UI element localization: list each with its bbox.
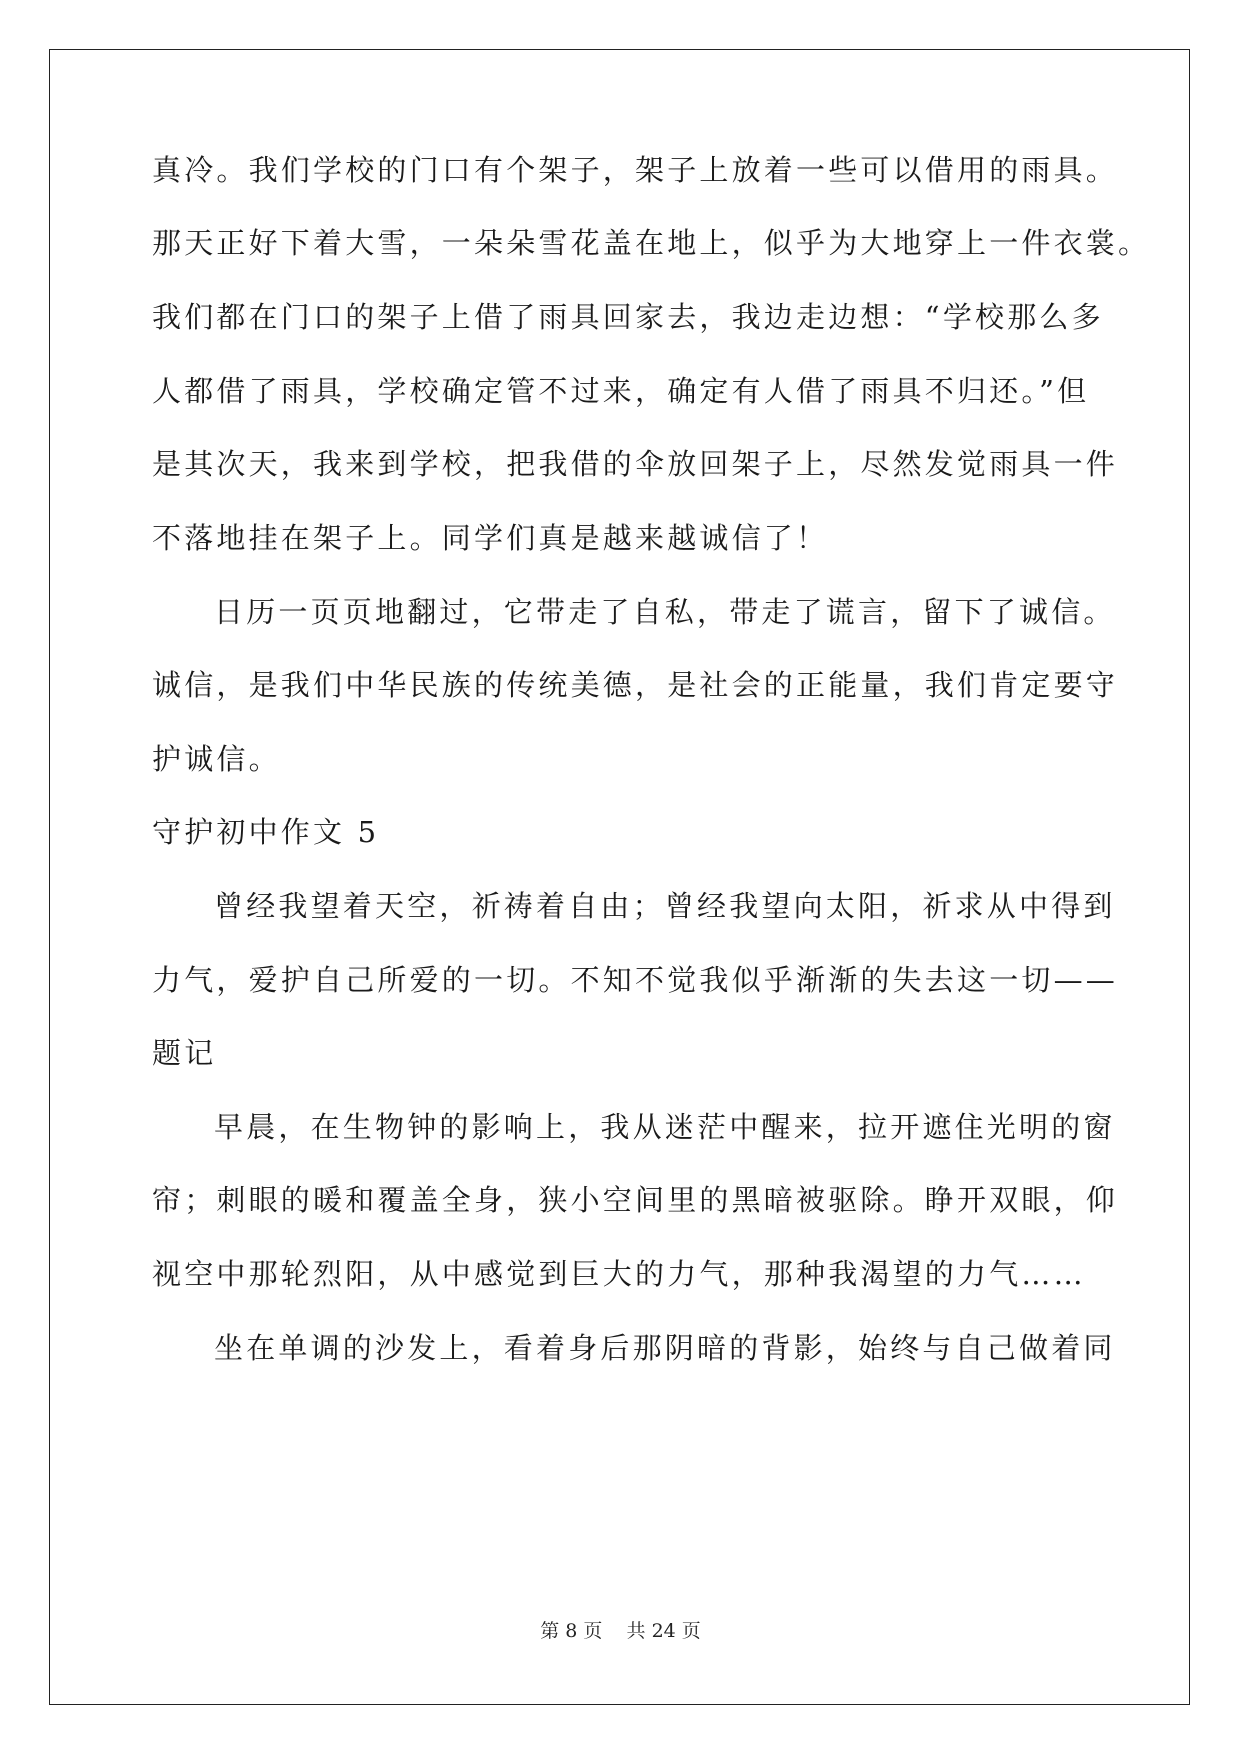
body-line: 护诚信。 (152, 742, 281, 776)
body-line: 我们都在门口的架子上借了雨具回家去，我边走边想：“学校那么多 (152, 300, 1104, 334)
page-number-footer: 第 8 页 共 24 页 (540, 1620, 701, 1642)
paragraph-start-line: 曾经我望着天空，祈祷着自由；曾经我望向太阳，祈求从中得到 (214, 889, 1116, 923)
body-line: 真冷。我们学校的门口有个架子，架子上放着一些可以借用的雨具。 (152, 153, 1119, 187)
body-line: 那天正好下着大雪，一朵朵雪花盖在地上，似乎为大地穿上一件衣裳。 (152, 226, 1151, 260)
body-line: 题记 (152, 1036, 217, 1070)
body-line: 人都借了雨具，学校确定管不过来，确定有人借了雨具不归还。”但 (152, 374, 1090, 408)
paragraph-start-line: 坐在单调的沙发上，看着身后那阴暗的背影，始终与自己做着同 (214, 1331, 1116, 1365)
body-line: 视空中那轮烈阳，从中感觉到巨大的力气，那种我渴望的力气…… (152, 1257, 1086, 1291)
paragraph-start-line: 早晨，在生物钟的影响上，我从迷茫中醒来，拉开遮住光明的窗 (214, 1110, 1116, 1144)
body-line: 帘；刺眼的暖和覆盖全身，狭小空间里的黑暗被驱除。睁开双眼，仰 (152, 1183, 1119, 1217)
body-line: 诚信，是我们中华民族的传统美德，是社会的正能量，我们肯定要守 (152, 668, 1119, 702)
section-heading: 守护初中作文 5 (152, 815, 380, 849)
body-line: 是其次天，我来到学校，把我借的伞放回架子上，尽然发觉雨具一件 (152, 447, 1119, 481)
body-line: 不落地挂在架子上。同学们真是越来越诚信了！ (152, 521, 829, 555)
paragraph-start-line: 日历一页页地翻过，它带走了自私，带走了谎言，留下了诚信。 (214, 595, 1116, 629)
body-line: 力气，爱护自己所爱的一切。不知不觉我似乎渐渐的失去这一切—— (152, 963, 1119, 997)
